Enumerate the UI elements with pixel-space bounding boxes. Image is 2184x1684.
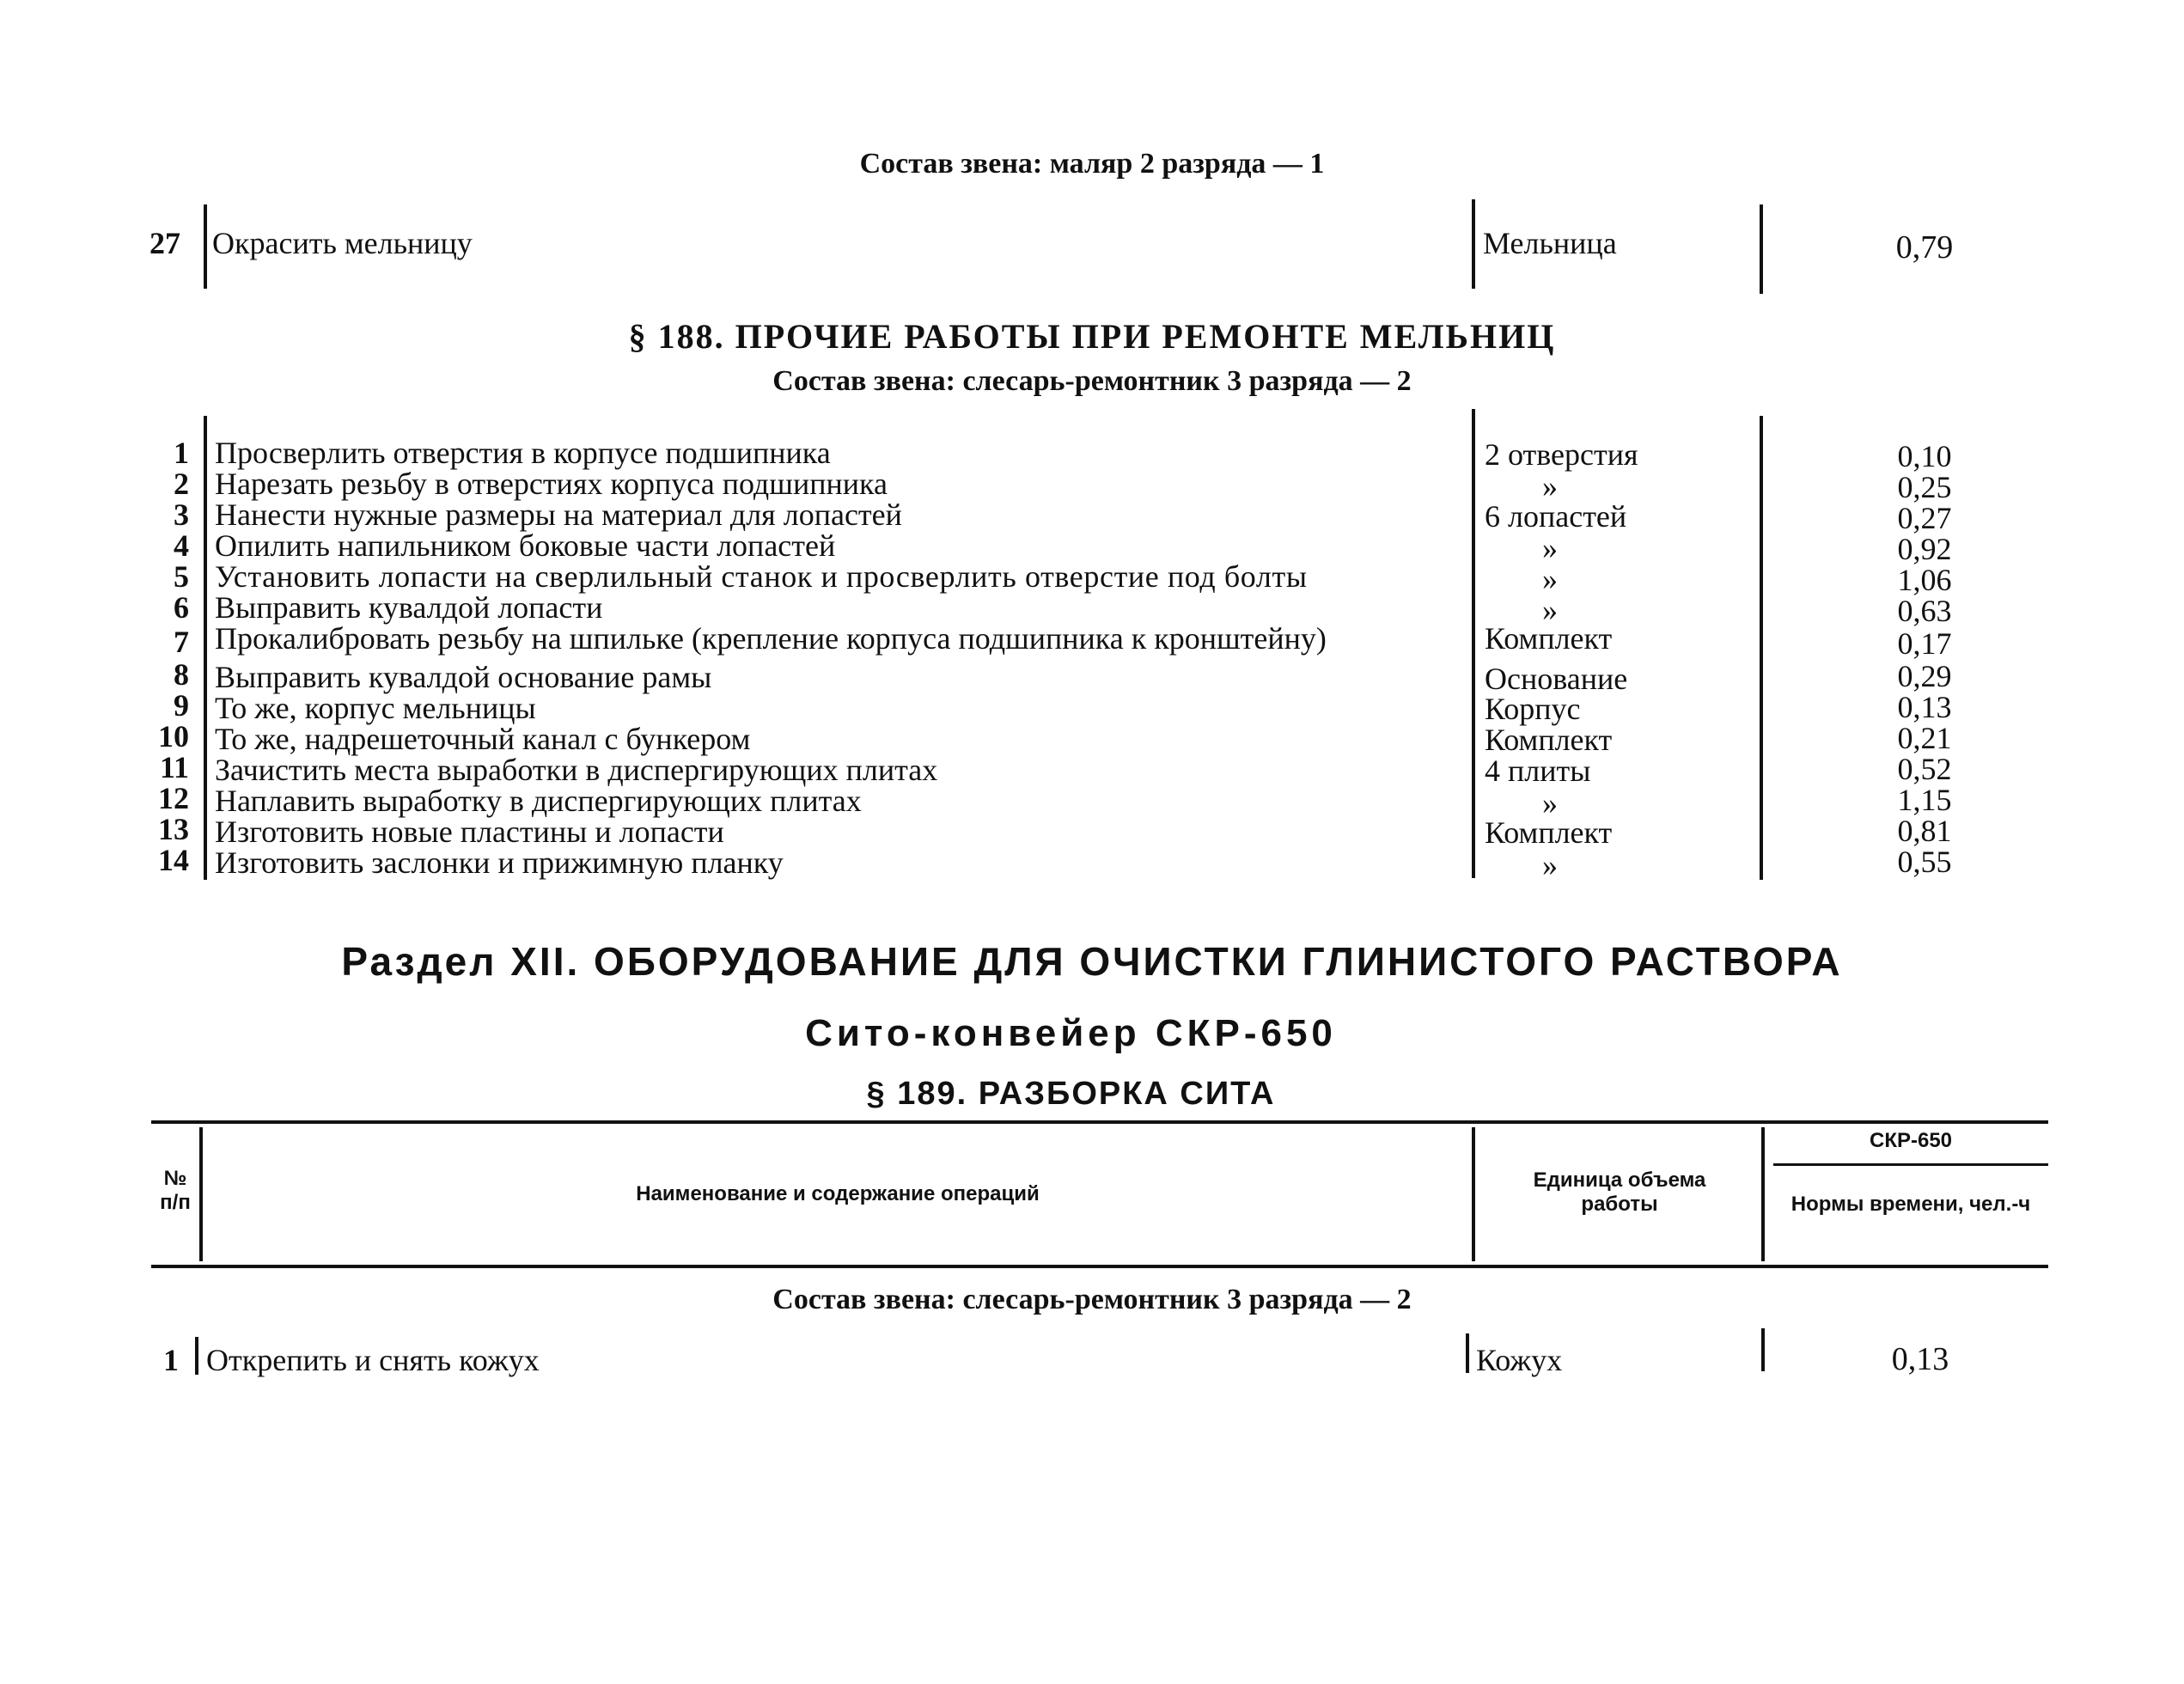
operation-name: Изготовить заслонки и прижимную планку [215,845,784,880]
column-divider [1760,204,1763,294]
column-divider [1761,1328,1765,1371]
operation-name: Выправить кувалдой основание рамы [215,660,712,694]
header-number: № п/п [160,1167,191,1214]
unit-cell: » [1542,848,1558,882]
row-number: 9 [174,688,189,723]
value-cell: 0,25 [1897,470,1952,504]
row-number: 13 [158,812,189,846]
value-cell: 1,06 [1897,563,1952,597]
operation-name: Изготовить новые пластины и лопасти [215,815,724,849]
value-cell: 0,79 [1895,229,1954,265]
operation-name: Нанести нужные размеры на материал для лопастей [215,497,902,532]
unit-cell: Комплект [1485,815,1613,850]
section-189-title: § 189. РАЗБОРКА СИТА [866,1076,1276,1112]
unit-cell: Комплект [1485,723,1613,757]
header-subdivider [1773,1163,2048,1166]
column-divider [1472,199,1475,289]
operation-name: Прокалибровать резьбу на шпильке (крепление корпуса подшипника к кронштейну) [215,621,1327,656]
unit-cell: » [1542,531,1558,565]
operation-name: Наплавить выработку в диспергирующих плитах [215,784,862,818]
unit-cell: » [1542,593,1558,627]
row-number: 10 [158,719,189,754]
unit-cell: » [1542,469,1558,503]
unit-cell: Комплект [1485,621,1613,656]
operation-name: Опилить напильником боковые части лопастей [215,528,836,563]
row-number: 8 [174,657,189,692]
column-divider [204,204,207,289]
row-number: 1 [163,1343,179,1377]
row-number: 4 [174,528,189,563]
value-cell: 0,52 [1897,752,1952,786]
header-operation-name: Наименование и содержание операций [636,1182,1040,1205]
value-cell: 0,27 [1897,501,1952,535]
value-cell: 0,13 [1891,1341,1949,1377]
razdel-title: Раздел XII. ОБОРУДОВАНИЕ ДЛЯ ОЧИСТКИ ГЛИНИСТОГО РАСТВОРА [341,939,1843,984]
unit-cell: 4 плиты [1485,754,1591,788]
operation-name: То же, надрешеточный канал с бункером [215,722,751,756]
header-unit: Единица объема работы [1533,1168,1706,1216]
row-number: 6 [174,590,189,625]
unit-cell: 6 лопастей [1485,499,1627,534]
value-cell: 0,29 [1897,659,1952,693]
row-number: 27 [149,226,180,260]
row-number: 14 [158,843,189,877]
column-divider [1761,1127,1765,1261]
unit-cell: Основание [1485,662,1628,696]
unit-cell: » [1542,562,1558,596]
value-cell: 0,63 [1897,594,1952,628]
operation-name: То же, корпус мельницы [215,691,536,725]
row-number: 5 [174,559,189,594]
value-cell: 1,15 [1897,783,1952,817]
unit-cell: » [1542,786,1558,821]
row-number: 12 [158,781,189,815]
unit-cell: Мельница [1483,226,1617,260]
unit-cell: 2 отверстия [1485,437,1638,472]
operation-name: Окрасить мельницу [212,226,473,260]
operation-name: Установить лопасти на сверлильный станок и просверлить отверстие под болты [215,559,1308,594]
value-cell: 0,13 [1897,690,1952,724]
operation-name: Выправить кувалдой лопасти [215,590,603,625]
row-number: 7 [174,625,189,659]
header-norm: Нормы времени, чел.-ч [1791,1193,2031,1216]
column-divider [1466,1333,1469,1373]
unit-cell: Корпус [1485,692,1581,726]
column-divider [1472,1127,1475,1261]
value-cell: 0,55 [1897,845,1952,879]
value-cell: 0,92 [1897,532,1952,566]
row-number: 3 [174,497,189,532]
operation-name: Просверлить отверстия в корпусе подшипника [215,436,831,470]
column-divider [204,416,207,880]
crew-line-188: Состав звена: слесарь-ремонтник 3 разряда — 2 [772,365,1412,397]
row-number: 2 [174,467,189,501]
row-number: 1 [174,436,189,470]
operation-name: Зачистить места выработки в диспергирующих плитах [215,753,938,787]
razdel-subtitle: Сито-конвейер СКР-650 [805,1012,1337,1054]
crew-line-189: Состав звена: слесарь-ремонтник 3 разряда — 2 [772,1284,1412,1315]
operation-name: Нарезать резьбу в отверстиях корпуса подшипника [215,467,888,501]
value-cell: 0,21 [1897,721,1952,755]
header-model: СКР-650 [1869,1129,1953,1152]
crew-line-1: Состав звена: маляр 2 разряда — 1 [859,148,1325,180]
value-cell: 0,17 [1897,626,1952,661]
value-cell: 0,81 [1897,814,1952,848]
operation-name: Открепить и снять кожух [206,1343,540,1377]
column-divider [1760,416,1763,880]
column-divider [195,1337,198,1375]
table-top-border [151,1120,2048,1124]
unit-cell: Кожух [1476,1343,1563,1377]
row-number: 11 [159,750,189,784]
column-divider [199,1127,203,1261]
column-divider [1472,409,1475,878]
section-188-title: § 188. ПРОЧИЕ РАБОТЫ ПРИ РЕМОНТЕ МЕЛЬНИЦ [628,317,1556,356]
value-cell: 0,10 [1897,439,1952,473]
table-header-bottom-border [151,1265,2048,1268]
